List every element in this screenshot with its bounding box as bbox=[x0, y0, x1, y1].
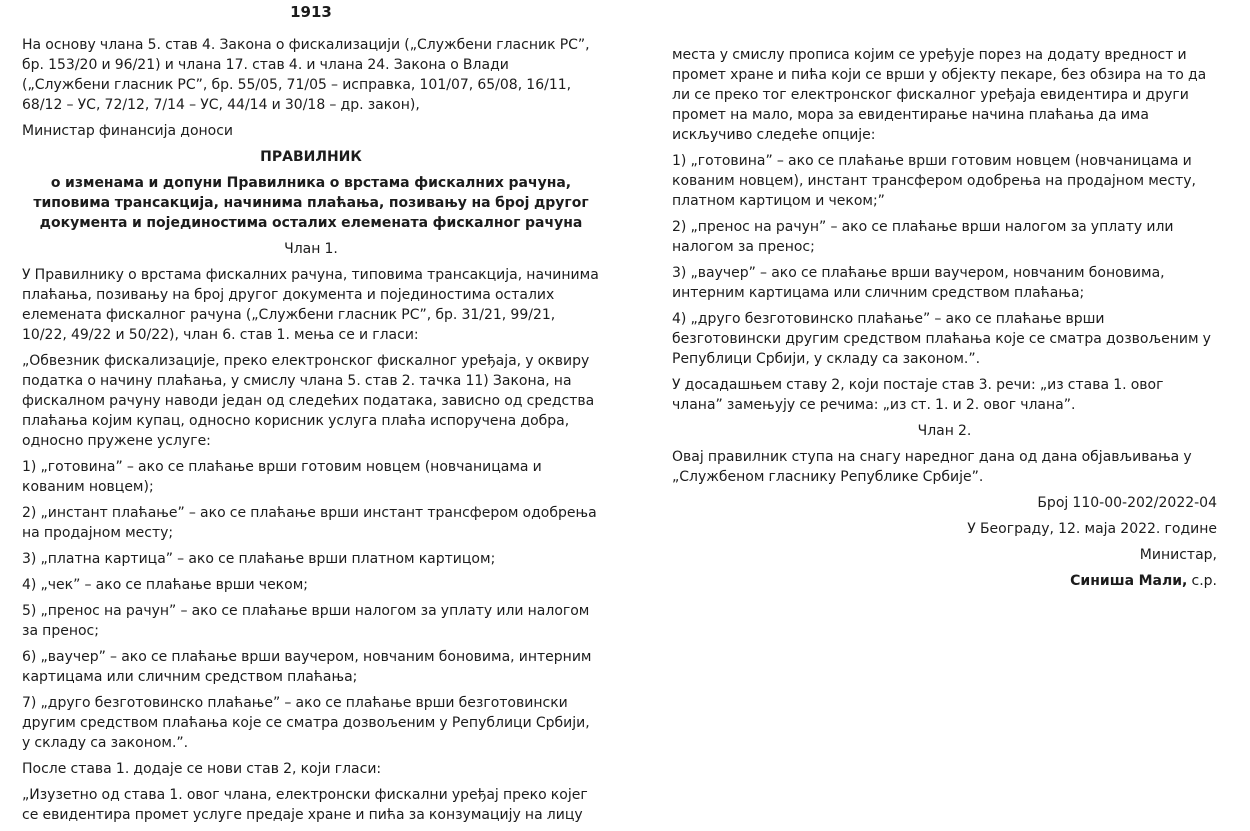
signature-line bbox=[672, 571, 1217, 591]
article-2-heading: Члан 2. bbox=[917, 423, 972, 439]
legal-basis-paragraph: На основу члана 5. став 4. Закона о фискализацији („Службени гласник РС”, бр. 153/20 и 96/21) и члана 17. став 4. и члана 24. Закона о Влади („Службени гласник РС”, бр. 55/05, 71/05 – исправка, 101/07, 65/08, 16/11, 68/12 – УС, 72/12, 7/14 – УС, 44/14 и 30/18 – др. закон), bbox=[22, 37, 590, 113]
list-item: 1) „готовина” – ако се плаћање врши готовим новцем (новчаницама и кованим новцем); bbox=[22, 459, 542, 495]
paragraph: У Правилнику о врстама фискалних рачуна, типовима трансакција, начинима плаћања, позивању на број другог документа и појединостима осталих елемената фискалног рачуна („Службени гласник РС”, бр. 31/21, 99/21, 10/22, 49/22 и 50/22), члан 6. став 1. мења се и гласи: bbox=[22, 267, 599, 343]
list-item: 4) „друго безготовинско плаћање” – ако се плаћање врши безготовински другим средством плаћања које се сматра дозвољеним у Републици Србији, у складу са законом.”. bbox=[672, 311, 1211, 367]
signatory-title-line: Министар, bbox=[1139, 547, 1217, 563]
paragraph: После става 1. додаје се нови став 2, који гласи: bbox=[22, 761, 382, 777]
left-column bbox=[22, 2, 600, 831]
doc-type-heading: ПРАВИЛНИК bbox=[260, 149, 362, 165]
entry-into-force-paragraph: Овај правилник ступа на снагу наредног дана од дана објављивања у „Службеном гласнику Републике Србије”. bbox=[672, 449, 1192, 485]
gazette-item-number: 1913 bbox=[290, 3, 332, 21]
doc-number-line: Број 110-00-202/2022-04 bbox=[1037, 495, 1217, 511]
list-item: 5) „пренос на рачун” – ако се плаћање врши налогом за уплату или налогом за пренос; bbox=[22, 603, 590, 639]
list-item: 3) „ваучер” – ако се плаћање врши ваучером, новчаним боновима, интерним картицама или сличним средством плаћања; bbox=[672, 265, 1165, 301]
list-item: 6) „ваучер” – ако се плаћање врши ваучером, новчаним боновима, интерним картицама или сличним средством плаћања; bbox=[22, 649, 592, 685]
list-item: 7) „друго безготовинско плаћање” – ако се плаћање врши безготовински другим средством плаћања које се сматра дозвољеним у Републици Србији, у складу са законом.”. bbox=[22, 695, 590, 751]
place-date-line: У Београду, 12. маја 2022. године bbox=[967, 521, 1217, 537]
paragraph: места у смислу прописа којим се уређује порез на додату вредност и промет хране и пића који се врши у објекту пекаре, без обзира на то да ли се преко тог електронског фискалног уређаја евидентира и други промет на мало, мора за евидентирање начина плаћања да има искључиво следеће опције: bbox=[672, 47, 1207, 143]
list-item: 2) „пренос на рачун” – ако се плаћање врши налогом за уплату или налогом за пренос; bbox=[672, 219, 1174, 255]
list-item: 3) „платна картица” – ако се плаћање врши платном картицом; bbox=[22, 551, 496, 567]
paragraph: „Изузетно од става 1. овог члана, електронски фискални уређај преко којег се евидентира промет услуге предаје хране и пића за конзумацију на лицу bbox=[22, 787, 588, 823]
list-item: 4) „чек” – ако се плаћање врши чеком; bbox=[22, 577, 308, 593]
right-column bbox=[672, 45, 1217, 597]
signature-suffix: с.р. bbox=[1187, 573, 1217, 589]
list-item: 1) „готовина” – ако се плаћање врши готовим новцем (новчаницама и кованим новцем), инстант трансфером одобрења на продајном месту, платном картицом и чеком;” bbox=[672, 153, 1196, 209]
list-item: 2) „инстант плаћање” – ако се плаћање врши инстант трансфером одобрења на продајном месту; bbox=[22, 505, 597, 541]
signatory-name: Синиша Мали, bbox=[1070, 573, 1188, 589]
paragraph: У досадашњем ставу 2, који постаје став 3. речи: „из става 1. овог члана” замењују се речима: „из ст. 1. и 2. овог члана”. bbox=[672, 377, 1164, 413]
article-1-heading: Члан 1. bbox=[284, 241, 338, 257]
paragraph: „Обвезник фискализације, преко електронског фискалног уређаја, у оквиру податка о начину плаћања, у смислу члана 5. став 2. тачка 11) Закона, на фискалном рачуну наводи један од следећих података, зависно од средства плаћања којим купац, односно корисник услуга плаћа испоручена добра, односно пружене услуге: bbox=[22, 353, 595, 449]
doc-title-heading: о изменама и допуни Правилника о врстама фискалних рачуна, типовима трансакција, начинима плаћања, позивању на број другог документа и појединостима осталих елемената фискалног рачуна bbox=[33, 175, 589, 231]
enacting-line: Министар финансија доноси bbox=[22, 123, 234, 139]
